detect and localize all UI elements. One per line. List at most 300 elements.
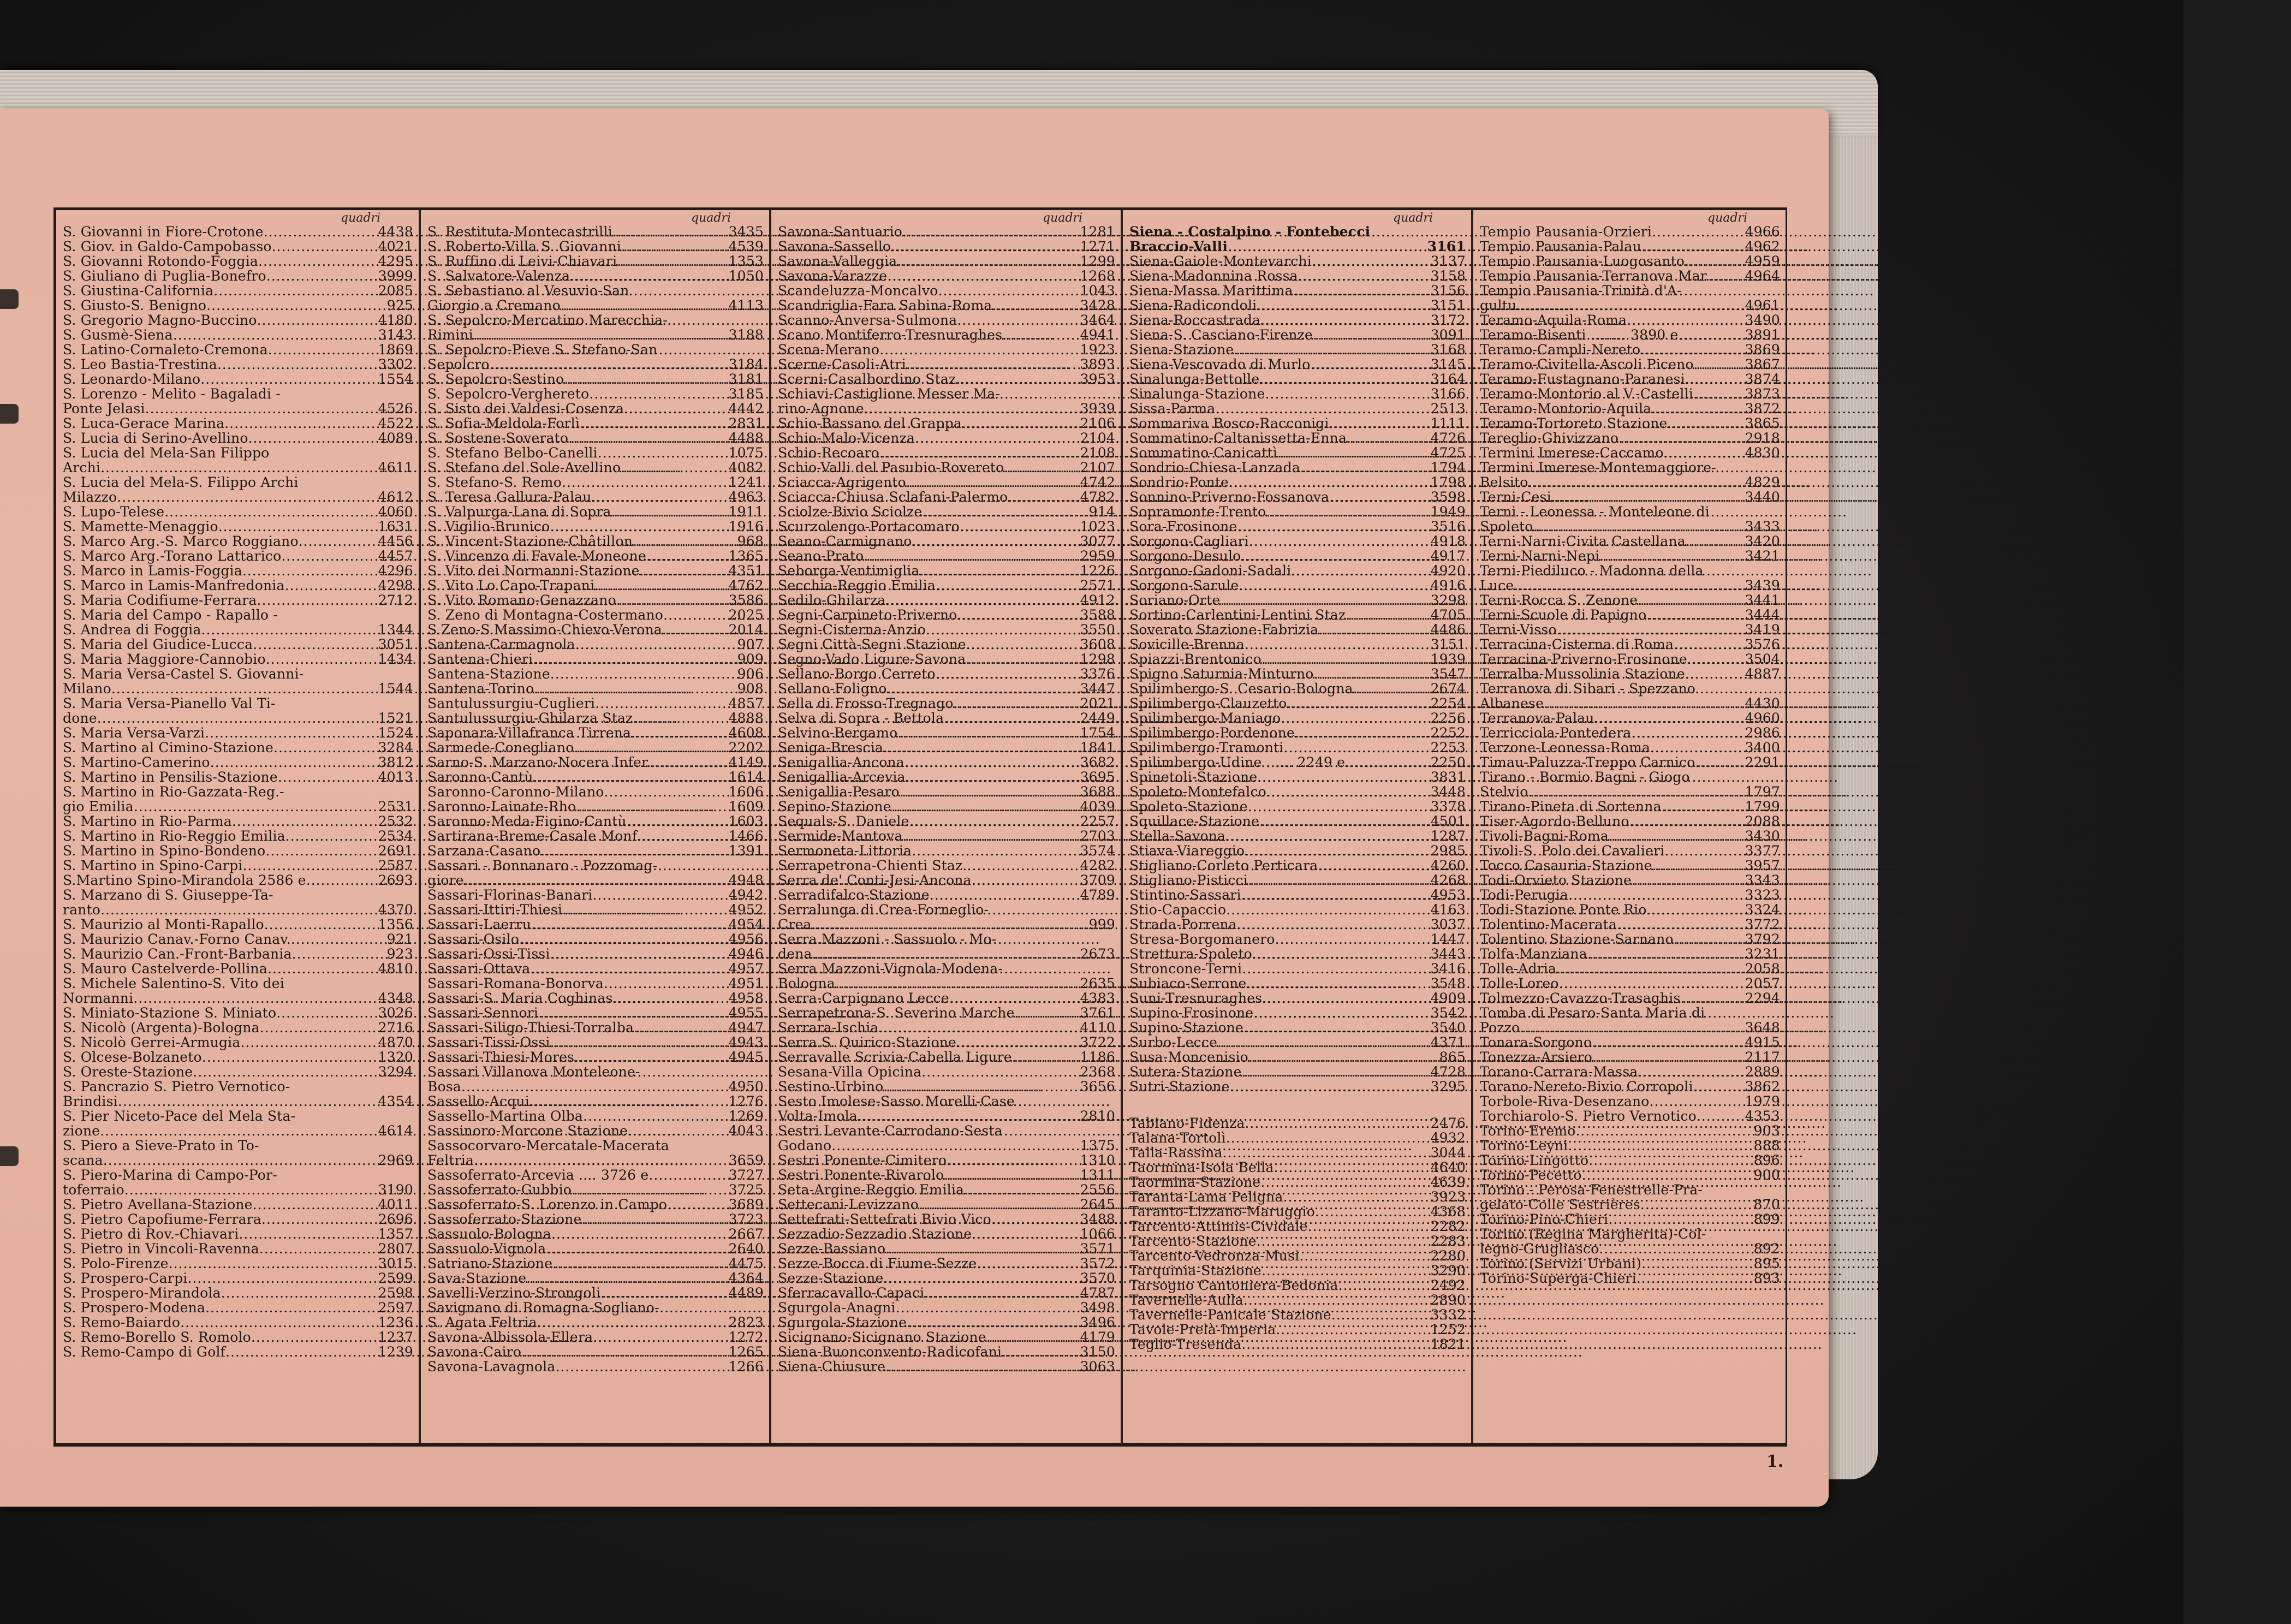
leader-dots bbox=[1568, 888, 1742, 902]
leader-dots bbox=[624, 401, 726, 416]
entry-table-number: 1916 bbox=[728, 519, 764, 534]
leader-dots bbox=[617, 254, 726, 269]
leader-dots bbox=[1243, 1293, 1429, 1307]
entry-place: Siena-Massa Marittima bbox=[1129, 283, 1293, 299]
entry-table-number: 4364 bbox=[728, 1270, 764, 1286]
index-entry bbox=[1480, 667, 1780, 681]
leader-dots bbox=[1281, 711, 1428, 725]
entry-table-number: 2108 bbox=[1080, 445, 1115, 461]
index-entry bbox=[1480, 1064, 1780, 1079]
index-entry bbox=[778, 770, 1115, 784]
entry-place: Subiaco-Serrone bbox=[1129, 975, 1247, 991]
leader-dots bbox=[1277, 445, 1429, 460]
leader-dots bbox=[474, 1153, 726, 1168]
entry-place: Taranta-Lama Peligna bbox=[1129, 1189, 1283, 1205]
entry-table-number: 2691 bbox=[378, 843, 413, 859]
leader-dots bbox=[1284, 740, 1429, 755]
entry-table-number: 2674 bbox=[1430, 681, 1466, 697]
index-entry bbox=[63, 902, 413, 917]
leader-dots bbox=[966, 637, 1078, 652]
leader-dots bbox=[1293, 283, 1429, 298]
index-entry bbox=[1129, 386, 1466, 401]
index-entry bbox=[63, 829, 413, 843]
entry-place: Spoleto bbox=[1480, 519, 1533, 534]
index-entry bbox=[778, 401, 1115, 416]
index-entry bbox=[1129, 1204, 1466, 1219]
entry-place: Sedilo-Ghilarza bbox=[778, 592, 886, 608]
entry-table-number: 1266 bbox=[728, 1359, 764, 1375]
leader-dots bbox=[1313, 328, 1429, 342]
index-entry bbox=[778, 1212, 1115, 1227]
index-entry bbox=[63, 947, 413, 961]
index-entry bbox=[778, 1094, 1115, 1109]
entry-table-number: 2254 bbox=[1430, 695, 1466, 711]
entry-table-number: 1226 bbox=[1080, 563, 1115, 579]
entry-place: S. Marco in Lamis-Manfredonia bbox=[63, 578, 285, 593]
leader-dots bbox=[1259, 372, 1428, 386]
index-entry bbox=[63, 1050, 413, 1064]
leader-dots bbox=[966, 652, 1078, 667]
index-entry bbox=[63, 1153, 413, 1168]
index-entry bbox=[1129, 622, 1466, 637]
entry-table-number: 2716 bbox=[378, 1020, 413, 1036]
leader-dots bbox=[1243, 1020, 1429, 1035]
index-entry bbox=[1129, 1050, 1466, 1064]
entry-table-number: 3419 bbox=[1745, 622, 1780, 638]
leader-dots bbox=[1556, 961, 1742, 976]
index-entry bbox=[427, 608, 764, 622]
index-entry bbox=[778, 622, 1115, 637]
entry-place: S. Vito Lo Capo-Trapani bbox=[427, 578, 595, 593]
entry-table-number: 4960 bbox=[1745, 710, 1780, 726]
index-entry bbox=[63, 1006, 413, 1020]
entry-place: S. Lucia di Serino-Avellino bbox=[63, 430, 248, 446]
entry-place: S. Stefano Belbo-Canelli bbox=[427, 445, 598, 461]
entry-table-number: 3284 bbox=[378, 740, 413, 756]
entry-place: Talana-Tortolì bbox=[1129, 1130, 1226, 1146]
entry-place: S. Sebastiano al Vesuvio-San bbox=[427, 283, 629, 299]
index-entry bbox=[1129, 652, 1466, 667]
entry-table-number: 3659 bbox=[728, 1152, 764, 1168]
entry-table-number: 3586 bbox=[728, 592, 764, 608]
index-entry bbox=[427, 401, 764, 416]
index-entry bbox=[427, 1227, 764, 1241]
leader-dots bbox=[879, 342, 1078, 357]
index-entry bbox=[1129, 1145, 1466, 1160]
leader-dots bbox=[1237, 519, 1429, 534]
entry-table-number: 4260 bbox=[1430, 858, 1466, 873]
index-entry bbox=[1129, 372, 1466, 386]
entry-table-number: 4082 bbox=[728, 460, 764, 475]
entry-table-number: 906 bbox=[737, 666, 764, 682]
entry-place: Savona-Lavagnola bbox=[427, 1359, 556, 1375]
entry-table-number: 2673 bbox=[1080, 946, 1115, 962]
entry-place: Saronno-Meda-Figino-Cantù bbox=[427, 813, 627, 829]
entry-place: Spilimbergo-Maniago bbox=[1129, 710, 1281, 726]
entry-table-number: 892 bbox=[1753, 1241, 1780, 1257]
index-entry bbox=[778, 961, 1115, 976]
leader-dots bbox=[193, 1064, 376, 1079]
entry-place: S. Stefano del Sole-Avellino bbox=[427, 460, 621, 475]
entry-place: Spilimbergo-Udine ...... 2249 e bbox=[1129, 754, 1346, 770]
entry-place: Feltria bbox=[427, 1152, 474, 1168]
entry-table-number: 3542 bbox=[1430, 1005, 1466, 1021]
entry-place: Tempio Pausania-Luogosanto bbox=[1480, 253, 1685, 269]
index-entry bbox=[1129, 770, 1466, 784]
entry-place: Taormina-Isola Bella bbox=[1129, 1159, 1274, 1175]
entry-place: Sartirana-Breme-Casale Monf. bbox=[427, 828, 641, 844]
entry-place: Spilimbergo-Pordenone bbox=[1129, 725, 1295, 741]
index-entry bbox=[778, 991, 1115, 1006]
leader-dots bbox=[879, 1020, 1078, 1035]
entry-table-number: 4611 bbox=[378, 460, 413, 475]
leader-dots bbox=[210, 755, 376, 770]
leader-dots bbox=[533, 652, 735, 667]
leader-dots bbox=[1241, 888, 1429, 902]
leader-dots bbox=[1261, 1263, 1429, 1278]
entry-place: Bologna bbox=[778, 975, 835, 991]
leader-dots bbox=[242, 858, 376, 873]
index-entry bbox=[63, 932, 413, 947]
index-entry bbox=[778, 843, 1115, 858]
entry-table-number: 4829 bbox=[1745, 474, 1780, 490]
index-entry bbox=[63, 298, 413, 313]
index-entry bbox=[427, 799, 764, 814]
entry-table-number: 3688 bbox=[1080, 784, 1115, 800]
index-entry bbox=[427, 298, 764, 313]
leader-dots bbox=[225, 1345, 376, 1359]
entry-place: Serra Mazzoni - Sassuolo - Mo- bbox=[778, 931, 997, 947]
entry-table-number: 4354 bbox=[378, 1093, 413, 1109]
index-entry bbox=[63, 445, 413, 460]
index-entry bbox=[63, 431, 413, 445]
index-entry bbox=[427, 239, 764, 254]
entry-place: Sorgono-Desulo bbox=[1129, 548, 1241, 564]
leader-dots bbox=[936, 578, 1078, 593]
leader-dots bbox=[883, 1079, 1078, 1094]
entry-place: Sommariva Bosco-Racconigi bbox=[1129, 415, 1329, 431]
leader-dots bbox=[218, 519, 376, 534]
entry-place: Termini Imerese-Caccamo bbox=[1480, 445, 1664, 461]
entry-place: Seano-Prato bbox=[778, 548, 864, 564]
entry-table-number: 2014 bbox=[728, 622, 764, 638]
entry-table-number: 4964 bbox=[1745, 268, 1780, 284]
leader-dots bbox=[1516, 298, 1742, 313]
index-entry bbox=[1129, 1293, 1466, 1307]
entry-table-number: 1375 bbox=[1080, 1138, 1115, 1153]
index-entry bbox=[63, 460, 413, 475]
leader-dots bbox=[905, 755, 1078, 770]
index-entry bbox=[1129, 725, 1466, 740]
leader-dots bbox=[1004, 460, 1078, 475]
leader-dots bbox=[835, 976, 1078, 991]
entry-place: S. Maurizio Can.-Front-Barbania bbox=[63, 946, 292, 962]
entry-place: S. Vincenzo di Favale-Moneone bbox=[427, 548, 646, 564]
entry-table-number: 1799 bbox=[1745, 799, 1780, 814]
entry-table-number: 3874 bbox=[1745, 371, 1780, 387]
index-entry bbox=[778, 504, 1115, 519]
entry-place: S. Giuliano di Puglia-Bonefro bbox=[63, 268, 266, 284]
leader-dots bbox=[200, 372, 376, 386]
leader-dots bbox=[205, 1300, 376, 1315]
entry-place: Tomba di Pesaro-Santa Maria di bbox=[1480, 1005, 1705, 1021]
entry-table-number: 2696 bbox=[378, 1211, 413, 1227]
entry-place: S. Marzano di S. Giuseppe-Ta- bbox=[63, 887, 273, 903]
leader-dots bbox=[1241, 1337, 1428, 1352]
entry-place: S. Nicolò (Argenta)-Bologna bbox=[63, 1020, 260, 1036]
leader-dots bbox=[1674, 637, 1742, 652]
entry-table-number: 2107 bbox=[1080, 460, 1115, 475]
leader-dots bbox=[224, 416, 376, 431]
entry-table-number: 4043 bbox=[728, 1123, 764, 1139]
index-entry bbox=[63, 1035, 413, 1050]
entry-place: Terni-Visso bbox=[1480, 622, 1557, 638]
entry-place: Saponara-Villafranca Tirrena bbox=[427, 725, 632, 741]
index-entry bbox=[427, 416, 764, 431]
entry-place: Taranto-Lizzano-Maruggio bbox=[1129, 1204, 1315, 1220]
index-entry bbox=[427, 755, 764, 770]
entry-place: Sassari-Romana-Bonorva bbox=[427, 975, 604, 991]
leader-dots bbox=[253, 637, 376, 652]
leader-dots bbox=[205, 725, 376, 740]
entry-place: S. Gusmè-Siena bbox=[63, 327, 173, 343]
index-entry bbox=[778, 416, 1115, 431]
leader-dots bbox=[124, 1182, 376, 1197]
entry-table-number: 2280 bbox=[1430, 1248, 1466, 1264]
leader-dots bbox=[260, 1020, 376, 1035]
leader-dots bbox=[957, 608, 1078, 622]
leader-dots bbox=[253, 1197, 376, 1212]
index-entry bbox=[1480, 1109, 1780, 1123]
index-entry bbox=[63, 1241, 413, 1256]
entry-place: Sciacca-Chiusa Sclafani-Palermo bbox=[778, 489, 1008, 505]
entry-place: Squillace-Stazione bbox=[1129, 813, 1260, 829]
entry-place: rino-Agnone bbox=[778, 401, 864, 417]
entry-table-number: 4725 bbox=[1430, 445, 1466, 461]
entry-place: Stio-Capaccio bbox=[1129, 902, 1227, 918]
index-entry bbox=[63, 534, 413, 549]
entry-place: Siena-Madonnina Rossa bbox=[1129, 268, 1298, 284]
entry-table-number: 907 bbox=[737, 636, 764, 652]
entry-place: S. Michele Salentino-S. Vito dei bbox=[63, 975, 284, 991]
entry-table-number: 2117 bbox=[1745, 1049, 1780, 1065]
index-entry bbox=[427, 578, 764, 593]
entry-place: Rimini bbox=[427, 327, 473, 343]
index-entry bbox=[63, 1094, 413, 1109]
entry-place: Schio-Bassano del Grappa bbox=[778, 415, 962, 431]
entry-place: Susa-Moncenisio bbox=[1129, 1049, 1248, 1065]
entry-table-number: 2599 bbox=[378, 1270, 413, 1286]
leader-dots bbox=[1257, 298, 1428, 313]
entry-place: Senigallia-Arcevia bbox=[778, 769, 906, 785]
leader-dots bbox=[920, 563, 1078, 578]
leader-dots bbox=[1693, 1079, 1743, 1094]
entry-table-number: 2106 bbox=[1080, 415, 1115, 431]
entry-place: Secchia-Reggio Emilia bbox=[778, 578, 936, 593]
entry-place: Sassoferrato-Gubbio bbox=[427, 1182, 572, 1198]
entry-place: Terni-Piediluco - Madonna della bbox=[1480, 563, 1704, 579]
entry-place: S. Prospero-Mirandola bbox=[63, 1285, 221, 1301]
entry-place: Siena-Gaiole-Montevarchi bbox=[1129, 253, 1312, 269]
entry-place: Tarcento-Stazione bbox=[1129, 1233, 1257, 1249]
index-entry bbox=[427, 563, 764, 578]
index-entry bbox=[1480, 1035, 1780, 1050]
column-header: quadri bbox=[691, 211, 731, 225]
index-entry bbox=[427, 1359, 764, 1374]
entry-place: Terranova di Sibari - Spezzano bbox=[1480, 681, 1696, 697]
index-entry bbox=[778, 740, 1115, 755]
entry-place: Sezze-Stazione bbox=[778, 1270, 884, 1286]
index-entry bbox=[1480, 1227, 1780, 1241]
leader-dots bbox=[1276, 1322, 1428, 1337]
entry-place: Talla-Rassina bbox=[1129, 1145, 1223, 1161]
entry-place: S. Maria Maggiore-Cannobio bbox=[63, 651, 266, 667]
entry-place: Torino-Leyni bbox=[1480, 1138, 1568, 1153]
index-entry bbox=[1480, 1197, 1780, 1212]
leader-dots bbox=[831, 1138, 1078, 1153]
entry-table-number: 4787 bbox=[1080, 1285, 1115, 1301]
index-entry bbox=[1129, 504, 1466, 519]
index-entry bbox=[63, 1345, 413, 1359]
leader-dots bbox=[100, 902, 376, 917]
leader-dots bbox=[1248, 799, 1429, 814]
leader-dots bbox=[1245, 843, 1428, 858]
entry-table-number: 4295 bbox=[378, 253, 413, 269]
entry-table-number: 3588 bbox=[1080, 607, 1115, 623]
entry-place: Selva di Sopra - Bettola bbox=[778, 710, 944, 726]
entry-table-number: 4943 bbox=[728, 1034, 764, 1050]
index-entry bbox=[427, 519, 764, 534]
index-entry bbox=[778, 1286, 1115, 1300]
index-entry bbox=[427, 504, 764, 519]
leader-dots bbox=[1248, 873, 1429, 888]
index-entry bbox=[427, 681, 764, 696]
entry-place: Timau-Paluzza-Treppo Carnico bbox=[1480, 754, 1695, 770]
entry-place: S. Olcese-Bolzaneto bbox=[63, 1049, 202, 1065]
leader-dots bbox=[858, 1109, 1078, 1123]
leader-dots bbox=[1225, 829, 1428, 843]
entry-table-number: 4438 bbox=[378, 224, 413, 240]
index-entry bbox=[427, 1300, 764, 1315]
leader-dots bbox=[1216, 401, 1429, 416]
entry-place: S. Luca-Gerace Marina bbox=[63, 415, 225, 431]
leader-dots bbox=[583, 1109, 727, 1123]
entry-table-number: 3440 bbox=[1745, 489, 1780, 505]
entry-table-number: 4762 bbox=[728, 578, 764, 593]
entry-place: Tarcento-Vedronza-Musi bbox=[1129, 1248, 1300, 1264]
entry-place: S. Remo-Campo di Golf bbox=[63, 1344, 226, 1360]
entry-place: gelato-Colle Sestrières bbox=[1480, 1197, 1640, 1212]
leader-dots bbox=[490, 357, 727, 372]
entry-table-number: 4915 bbox=[1745, 1034, 1780, 1050]
book-page bbox=[0, 109, 1829, 1507]
entry-place: Sommatino-Caltanissetta-Enna bbox=[1129, 430, 1347, 446]
entry-place: Santena-Torino bbox=[427, 681, 534, 697]
entry-place: S. Lucia del Mela-S. Filippo Archi bbox=[63, 474, 299, 490]
index-entry bbox=[1480, 652, 1780, 667]
entry-table-number: 4060 bbox=[378, 504, 413, 520]
entry-place: Sopramonte-Trento bbox=[1129, 504, 1266, 520]
leader-dots bbox=[864, 549, 1078, 563]
entry-place: Sissa-Parma bbox=[1129, 401, 1216, 417]
entry-table-number: 908 bbox=[737, 681, 764, 697]
index-entry bbox=[778, 1241, 1115, 1256]
entry-place: Sepolcro bbox=[427, 356, 490, 372]
leader-dots bbox=[1331, 1307, 1429, 1322]
entry-table-number: 3709 bbox=[1080, 872, 1115, 888]
entry-place: Sovicille-Brenna bbox=[1129, 636, 1245, 652]
index-entry bbox=[1480, 947, 1780, 961]
entry-place: Spigno Saturnia-Minturno bbox=[1129, 666, 1314, 682]
index-entry bbox=[778, 254, 1115, 269]
index-entry bbox=[1480, 254, 1780, 269]
entry-table-number: 3953 bbox=[1080, 371, 1115, 387]
entry-table-number: 2598 bbox=[378, 1285, 413, 1301]
index-entry bbox=[427, 1256, 764, 1271]
index-entry bbox=[63, 386, 413, 401]
entry-table-number: 1111 bbox=[1430, 415, 1466, 431]
leader-dots bbox=[1647, 902, 1743, 917]
entry-place: Serrapetrona-S. Severino Marche bbox=[778, 1005, 1015, 1021]
leader-dots bbox=[555, 1359, 726, 1374]
entry-table-number: 896 bbox=[1753, 1152, 1780, 1168]
entry-table-number: 2492 bbox=[1430, 1277, 1466, 1293]
index-entry bbox=[63, 1020, 413, 1035]
leader-dots bbox=[1229, 475, 1428, 490]
entry-place: Terralba-Mussolinia Stazione bbox=[1480, 666, 1685, 682]
index-entry bbox=[1480, 681, 1780, 696]
entry-place: Sinalunga-Bettolle bbox=[1129, 371, 1260, 387]
index-column-3 bbox=[769, 210, 1121, 1443]
index-entry bbox=[1480, 593, 1780, 608]
leader-dots bbox=[100, 460, 376, 475]
index-entry bbox=[1480, 563, 1780, 578]
entry-table-number: 903 bbox=[1753, 1123, 1780, 1139]
leader-dots bbox=[1641, 239, 1743, 254]
entry-place: Saronno-Cantù bbox=[427, 769, 533, 785]
leader-dots bbox=[1592, 1035, 1742, 1050]
leader-dots bbox=[919, 1197, 1078, 1212]
entry-place: Serradifalco-Stazione bbox=[778, 887, 930, 903]
entry-place: S. Giusto-S. Benigno bbox=[63, 298, 207, 313]
entry-place: Terricciola-Pontedera bbox=[1480, 725, 1632, 741]
index-entry bbox=[778, 947, 1115, 961]
index-entry bbox=[1480, 608, 1780, 622]
leader-dots bbox=[529, 1094, 727, 1109]
entry-place: Sesana-Villa Opicina bbox=[778, 1064, 922, 1080]
index-entry bbox=[63, 1256, 413, 1271]
entry-table-number: 4021 bbox=[378, 239, 413, 254]
index-entry bbox=[1129, 961, 1466, 976]
leader-dots bbox=[634, 1020, 726, 1035]
index-entry bbox=[1480, 799, 1780, 814]
entry-place: S. Pancrazio S. Pietro Vernotico- bbox=[63, 1079, 290, 1094]
index-entry bbox=[1480, 696, 1780, 711]
entry-place: Siena-Chiusure bbox=[778, 1359, 886, 1375]
leader-dots bbox=[1230, 1079, 1429, 1094]
leader-dots bbox=[1249, 534, 1429, 549]
leader-dots bbox=[1248, 1050, 1437, 1064]
entry-table-number: 3063 bbox=[1080, 1359, 1115, 1375]
entry-table-number: 1287 bbox=[1430, 828, 1466, 844]
entry-place: Spilimbergo-S. Cesario-Bologna bbox=[1129, 681, 1353, 697]
entry-place: Stigliano-Pisticci bbox=[1129, 872, 1248, 888]
entry-table-number: 2985 bbox=[1430, 843, 1466, 859]
leader-dots bbox=[117, 490, 376, 504]
entry-table-number: 3792 bbox=[1745, 931, 1780, 947]
leader-dots bbox=[921, 1064, 1078, 1079]
entry-table-number: 3498 bbox=[1080, 1300, 1115, 1316]
